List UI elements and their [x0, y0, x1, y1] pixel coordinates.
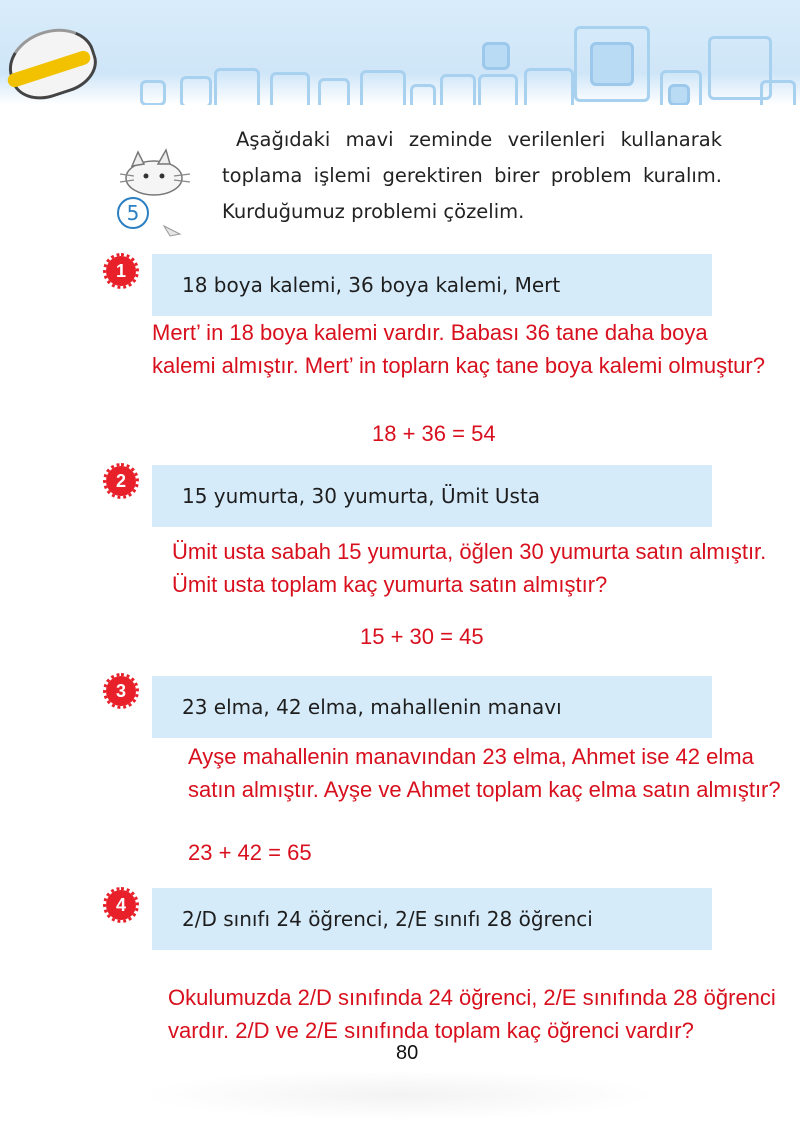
- problem-equation: 15 + 30 = 45: [360, 624, 484, 649]
- decor-square: [760, 80, 796, 105]
- problem-prompt-box: 23 elma, 42 elma, mahallenin manavı: [152, 676, 712, 738]
- problem-number-badge: 4: [106, 890, 136, 920]
- problem-prompt-box: 15 yumurta, 30 yumurta, Ümit Usta: [152, 465, 712, 527]
- decor-square: [478, 74, 518, 105]
- decor-square: [440, 74, 476, 105]
- problem-answer: Okulumuzda 2/D sınıfında 24 öğrenci, 2/E sınıfında 28 öğrenci vardır. 2/D ve 2/E sınıfında toplam kaç öğrenci vardır?: [168, 985, 776, 1043]
- problem-number-badge: 2: [106, 466, 136, 496]
- problem-answer: Ayşe mahallenin manavından 23 elma, Ahmet ise 42 elma satın almıştır. Ayşe ve Ahmet toplam kaç elma satın almıştır?: [188, 744, 781, 802]
- decor-square: [318, 78, 350, 105]
- page-shadow: [140, 1070, 660, 1120]
- activity-instructions: Aşağıdaki mavi zeminde verilenleri kullanarak toplama işlemi gerektiren birer problem kuralım. Kurduğumuz problemi çözelim.: [222, 128, 722, 223]
- decor-square: [590, 42, 634, 86]
- decor-square: [270, 72, 310, 105]
- problem-equation: 23 + 42 = 65: [188, 840, 312, 865]
- problem-number-badge: 1: [106, 256, 136, 286]
- decor-square: [180, 76, 212, 105]
- decor-square: [482, 42, 510, 70]
- activity-number-badge: 5: [117, 197, 149, 229]
- decor-square: [140, 80, 166, 105]
- page-number: 80: [396, 1042, 419, 1064]
- problem-answer: Ümit usta sabah 15 yumurta, öğlen 30 yumurta satın almıştır. Ümit usta toplam kaç yumurta satın almıştır?: [172, 539, 767, 597]
- problem-answer: Mert’ in 18 boya kalemi vardır. Babası 36 tane daha boya kalemi almıştır. Mert’ in toplarn kaç tane boya kalemi olmuştur?: [152, 320, 765, 378]
- problem-number-badge: 3: [106, 676, 136, 706]
- problem-prompt-box: 18 boya kalemi, 36 boya kalemi, Mert: [152, 254, 712, 316]
- decor-square: [410, 84, 436, 105]
- decor-square: [360, 70, 406, 105]
- problem-equation: 18 + 36 = 54: [372, 421, 496, 446]
- decor-square: [668, 84, 690, 105]
- decor-square: [214, 68, 260, 105]
- header-decoration: [0, 0, 800, 105]
- problem-prompt-box: 2/D sınıfı 24 öğrenci, 2/E sınıfı 28 öğrenci: [152, 888, 712, 950]
- decor-square: [524, 68, 574, 105]
